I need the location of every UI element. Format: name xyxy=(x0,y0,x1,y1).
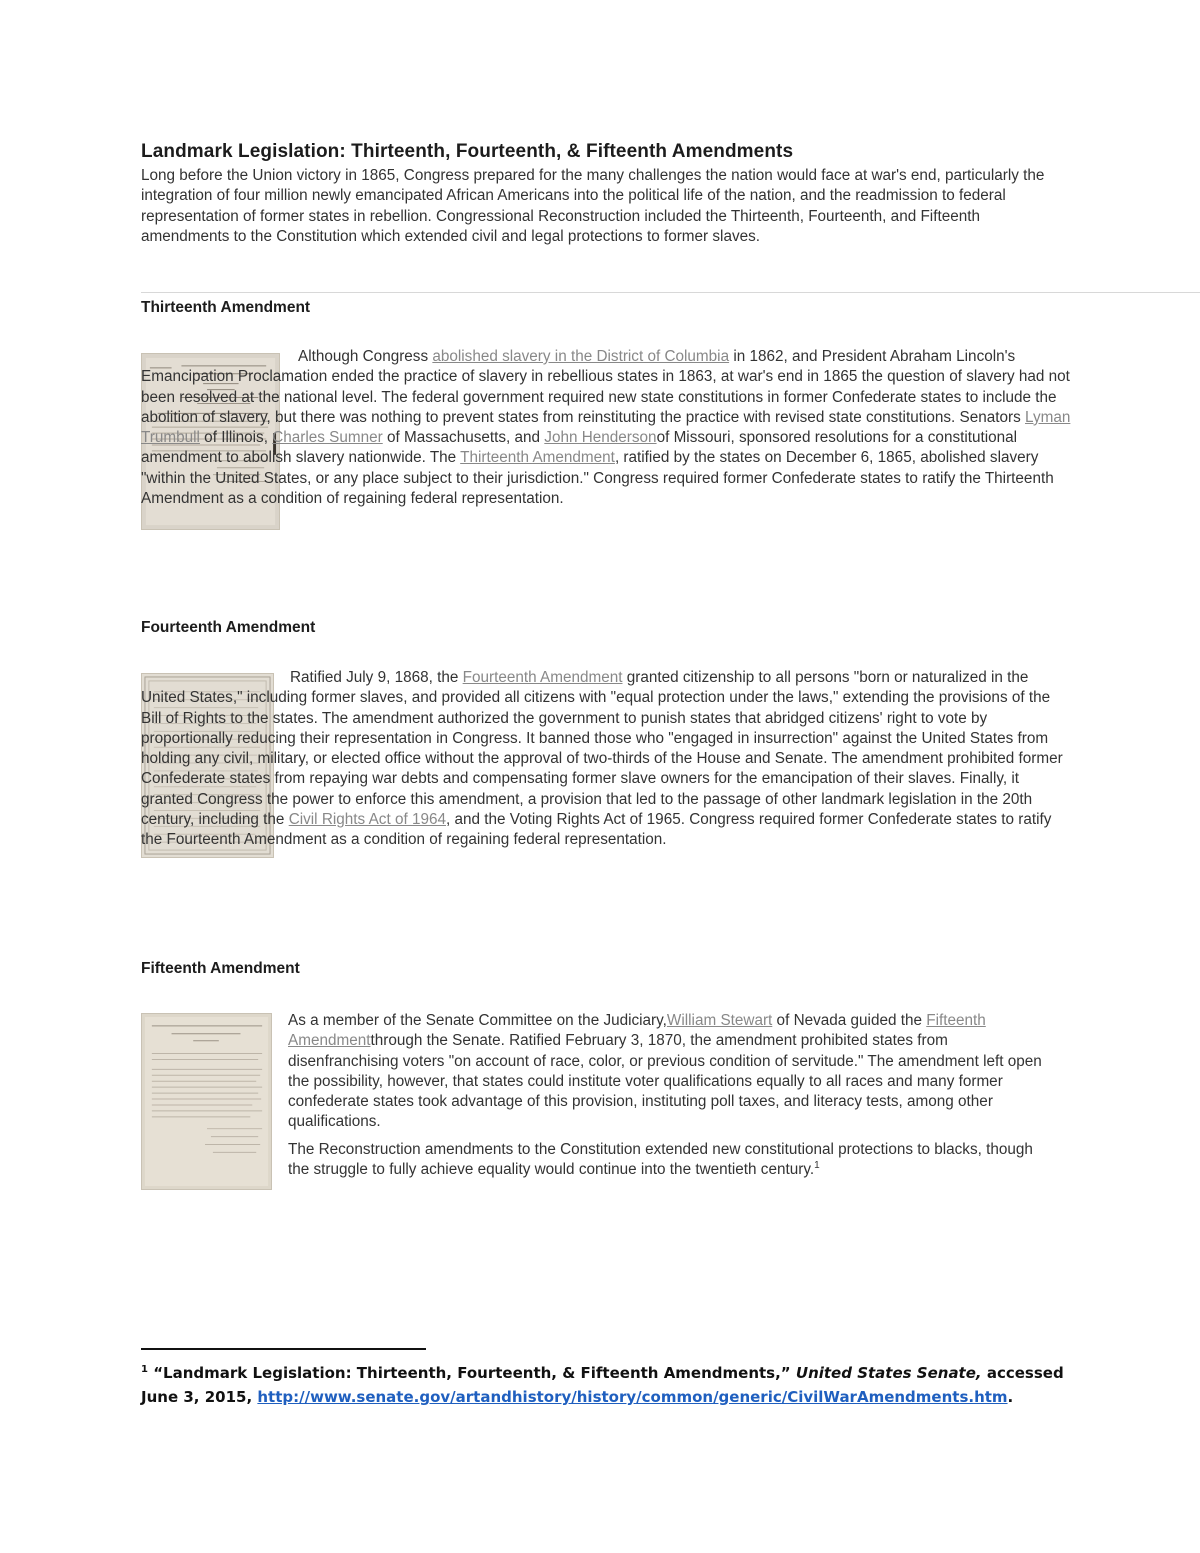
link-lyman-trumbull[interactable]: Lyman Trumbull xyxy=(141,408,1071,447)
page-title: Landmark Legislation: Thirteenth, Fourteenth, & Fifteenth Amendments xyxy=(141,141,794,162)
thirteenth-paragraph: Although Congress abolished slavery in the District of Columbia in 1862, and President Abraham Lincoln's Emancipation Proclamation ended the practice of slavery in rebellious states in 1863, at war's end in 1865 the question of slavery had not been resolved at the national level. The federal government required new state constitutions in former Confederate states to include the abolition of slavery, but there was nothing to prevent states from reinstituting the practice with revised state constitutions. Senators Lyman Trumbull of Illinois, Charles Sumner of Massachusetts, and John Hendersonof Missouri, sponsored resolutions for a constitutional amendment to abolish slavery nationwide. The Thirteenth Amendment, ratified by the states on December 6, 1865, abolished slavery "within the United States, or any place subject to their jurisdiction." Congress required former Confederate states to ratify the Thirteenth Amendment as a condition of regaining federal representation. xyxy=(141,348,1071,508)
section-divider xyxy=(141,292,1200,293)
fifteenth-amendment-document-image xyxy=(141,1013,272,1190)
footnote-source: United States Senate, xyxy=(795,1364,982,1382)
intro-paragraph: Long before the Union victory in 1865, Congress prepared for the many challenges the nation would face at war's end, particularly the integration of four million newly emancipated African Americans into the political life of the nation, and the readmission to federal representation of former states in rebellion. Congressional Reconstruction included the Thirteenth, Fourteenth, and Fifteenth amendments to the Constitution which extended civil and legal protections to former slaves. xyxy=(141,167,1045,246)
fourteenth-paragraph: Ratified July 9, 1868, the Fourteenth Amendment granted citizenship to all persons "born or naturalized in the United States," including former slaves, and provided all citizens with "equal protection under the laws," extending the provisions of the Bill of Rights to the states. The amendment authorized the government to punish states that abridged citizens' right to vote by proportionally reducing their representation in Congress. It banned those who "engaged in insurrection" against the United States from holding any civil, military, or elected office without the approval of two-thirds of the House and Senate. The amendment prohibited former Confederate states from repaying war debts and compensating former slave owners for the emancipation of their slaves. Finally, it granted Congress the power to enforce this amendment, a provision that led to the passage of other landmark legislation in the 20th century, including the Civil Rights Act of 1964, and the Voting Rights Act of 1965. Congress required former Confederate states to ratify the Fourteenth Amendment as a condition of regaining federal representation. xyxy=(141,669,1063,849)
footnote-number: 1 xyxy=(141,1364,148,1375)
fifteenth-paragraph: As a member of the Senate Committee on the Judiciary,William Stewart of Nevada guided the Fifteenth Amendmentthrough the Senate. Ratified February 3, 1870, the amendment prohibited states from disenfranchising voters "on account of race, color, or previous condition of servitude." The amendment left open the possibility, however, that states could institute voter qualifications equally to all races and many former confederate states took advantage of this provision, instituting poll taxes, and literacy tests, among other qualifications. xyxy=(288,1012,1042,1131)
footnote-reference: 1 xyxy=(814,1160,820,1172)
link-charles-sumner[interactable]: Charles Sumner xyxy=(272,429,383,447)
link-william-stewart[interactable]: William Stewart xyxy=(666,1012,773,1029)
footnote-url-link[interactable]: http://www.senate.gov/artandhistory/history/common/generic/CivilWarAmendments.htm xyxy=(257,1388,1008,1406)
heading-thirteenth: Thirteenth Amendment xyxy=(141,299,311,316)
link-abolished-slavery-dc[interactable]: abolished slavery in the District of Columbia xyxy=(432,348,730,365)
link-fourteenth-amendment[interactable]: Fourteenth Amendment xyxy=(462,669,623,686)
footnote-separator xyxy=(141,1348,426,1350)
footnote: $^1$ “Landmark Legislation: Thirteenth, Fourteenth, & Fifteenth Amendments,” United States Senate, accessed June 3, 2015, http://www.senate.gov/artandhistory/history/common/generic/CivilWarAmendments.htm. xyxy=(141,1364,1064,1406)
link-john-henderson[interactable]: John Henderson xyxy=(544,429,657,447)
closing-paragraph: The Reconstruction amendments to the Constitution extended new constitutional protections to blacks, though the struggle to fully achieve equality would continue into the twentieth century.$^1$ xyxy=(288,1141,1033,1179)
link-civil-rights-act-1964[interactable]: Civil Rights Act of 1964 xyxy=(288,811,446,829)
link-fifteenth-amendment[interactable]: Fifteenth Amendment xyxy=(288,1012,986,1050)
heading-fifteenth: Fifteenth Amendment xyxy=(141,960,300,977)
link-thirteenth-amendment[interactable]: Thirteenth Amendment xyxy=(460,449,615,467)
heading-fourteenth: Fourteenth Amendment xyxy=(141,619,316,636)
